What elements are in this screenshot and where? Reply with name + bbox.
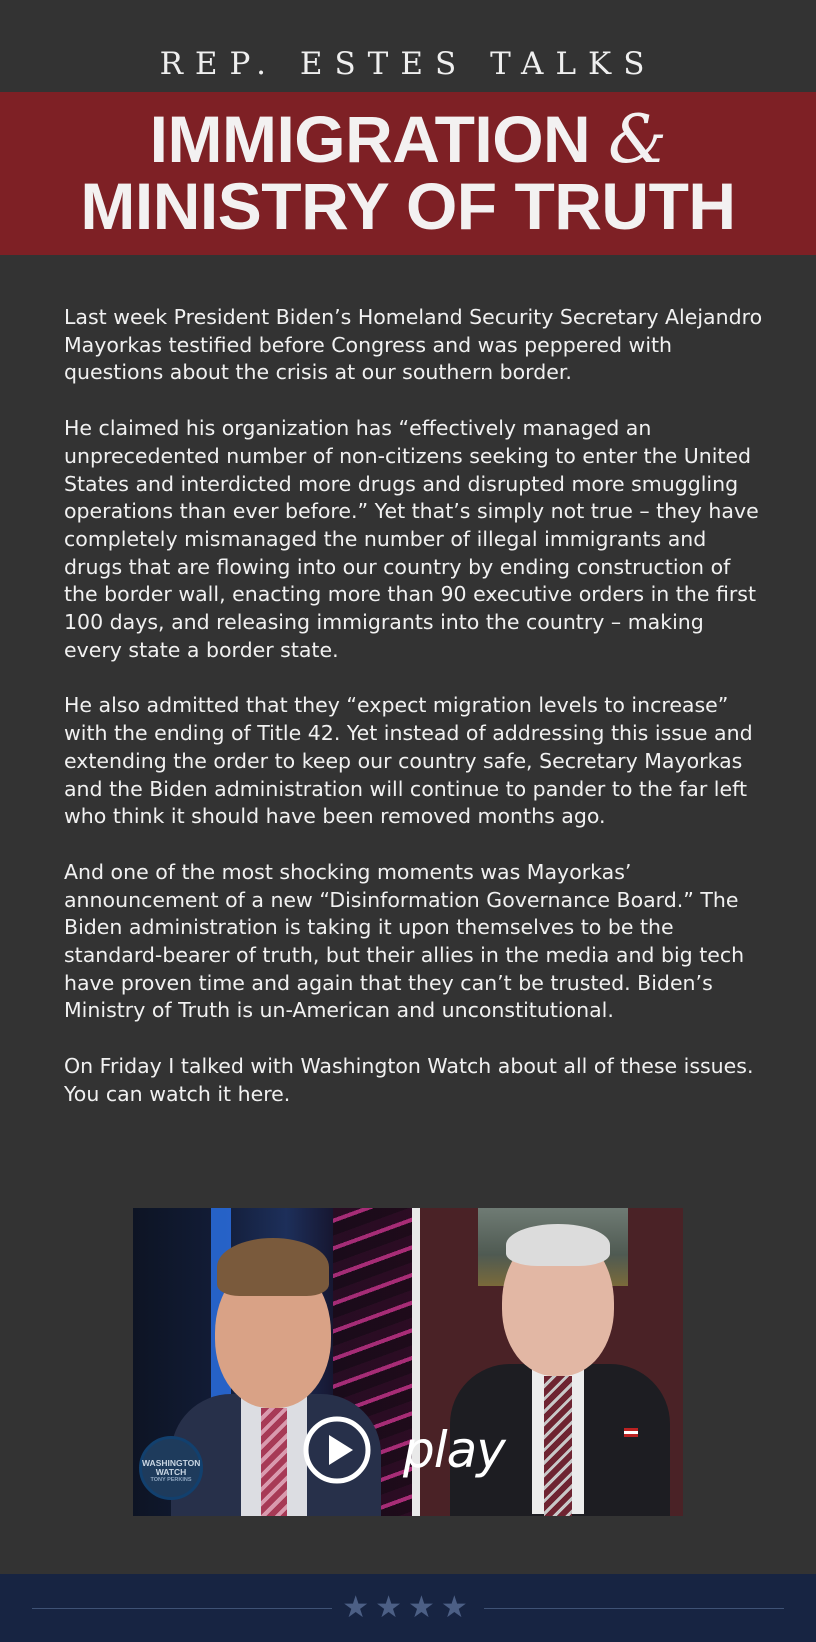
headline-banner: [0, 92, 816, 255]
host-hair: [217, 1238, 329, 1296]
washington-watch-logo: [139, 1436, 203, 1500]
play-label[interactable]: play: [403, 1421, 505, 1479]
footer-rule-left: [32, 1608, 332, 1609]
flag-pin-icon: [624, 1428, 638, 1437]
footer-rule-right: [484, 1608, 784, 1609]
headline-word-immigration: IMMIGRATION: [149, 102, 591, 176]
logo-line-3: TONY PERKINS: [150, 1477, 192, 1483]
guest-tie: [544, 1376, 572, 1516]
video-thumbnail[interactable]: [133, 1208, 683, 1516]
headline: [0, 101, 816, 243]
article-body: [64, 304, 764, 1137]
kicker-title: REP. ESTES TALKS: [159, 46, 657, 82]
paragraph-3: He also admitted that they “expect migration levels to increase” with the ending of Title 42. Yet instead of addressing this issue and extending the order to keep our country safe, Secretary Mayorkas and the Biden administration will continue to pander to the far left who think it should have been removed months ago.: [64, 693, 753, 829]
ampersand: &: [608, 101, 667, 178]
footer-bar: [0, 1574, 816, 1642]
paragraph-5: On Friday I talked with Washington Watch about all of these issues. You can watch it here.: [64, 1054, 754, 1106]
logo-line-2: WATCH: [155, 1467, 187, 1477]
star-icon: ★★★★: [342, 1590, 474, 1625]
paragraph-2: He claimed his organization has “effectively managed an unprecedented number of non-citizens seeking to enter the United States and interdicted more drugs and disrupted more smuggling operations than ever before.” Yet that’s simply not true – they have completely mismanaged the number of illegal immigrants and drugs that are flowing into our country by ending construction of the border wall, enacting more than 90 executive orders in the first 100 days, and releasing immigrants into the country – making every state a border state.: [64, 416, 759, 662]
paragraph-4: And one of the most shocking moments was Mayorkas’ announcement of a new “Disinformation Governance Board.” The Biden administration is taking it upon themselves to be the standard-bearer of truth, but their allies in the media and big tech have proven time and again that they can’t be trusted. Biden’s Ministry of Truth is un-American and unconstitutional.: [64, 859, 745, 1023]
logo-line-1: WASHINGTON: [142, 1458, 201, 1468]
host-tie: [261, 1408, 287, 1516]
headline-line-1: [0, 101, 816, 178]
headline-line-2: MINISTRY OF TRUTH: [80, 169, 736, 243]
paragraph-1: Last week President Biden’s Homeland Security Secretary Alejandro Mayorkas testified before Congress and was peppered with questions about the crisis at our southern border.: [64, 305, 763, 385]
play-circle-icon[interactable]: [303, 1416, 371, 1484]
guest-hair: [506, 1224, 610, 1266]
